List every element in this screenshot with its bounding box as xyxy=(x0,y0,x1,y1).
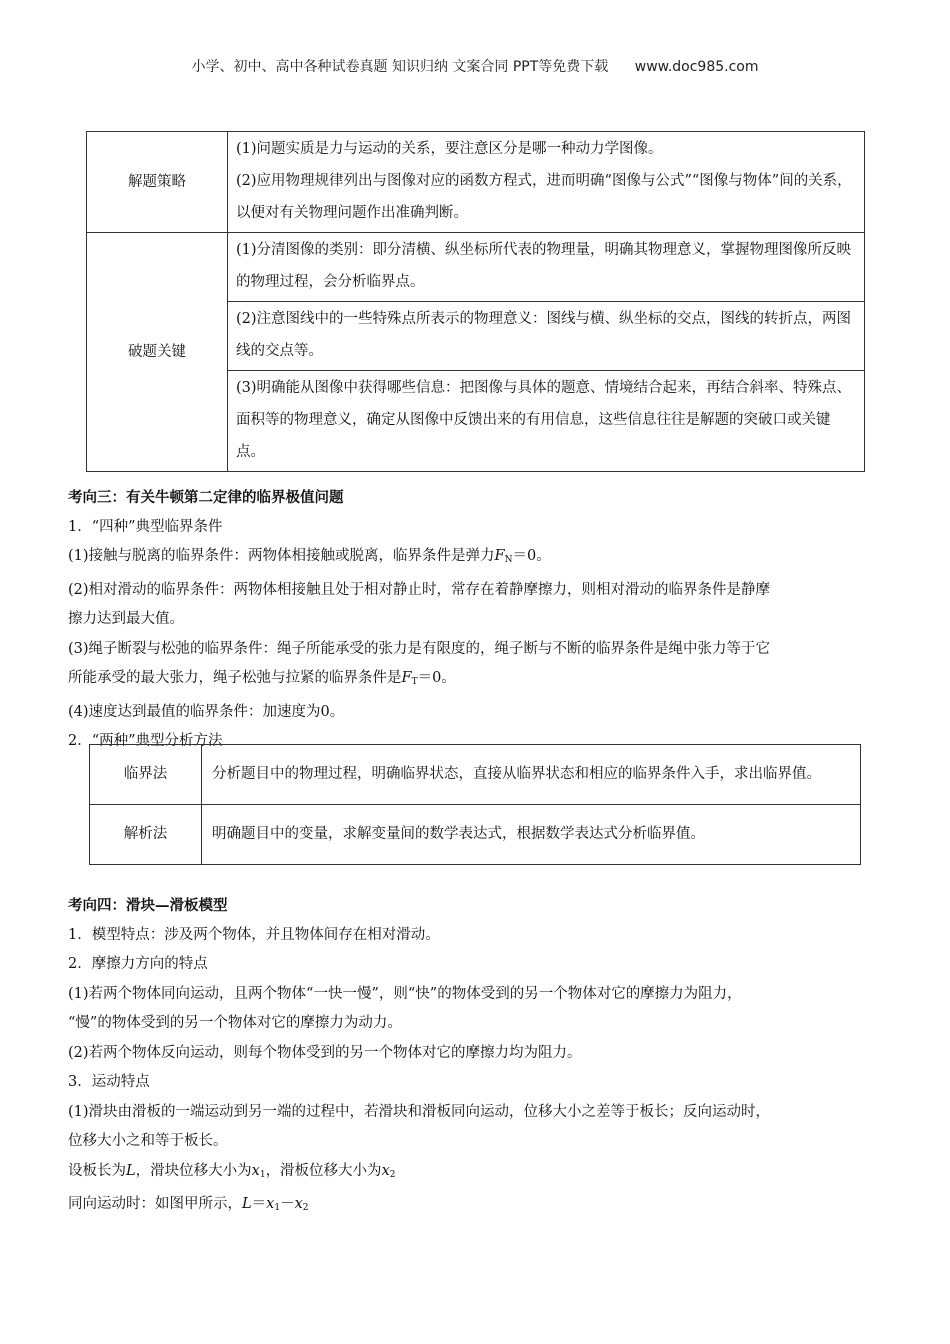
condition-2-line-2: 擦力达到最大值。 xyxy=(68,611,184,627)
same-direction-equation: 同向运动时：如图甲所示，$L=x_1-x_2$ xyxy=(68,1196,309,1213)
section-4 xyxy=(68,891,868,1224)
friction-1-line-1: (1)若两个物体同向运动，且两个物体“一快一慢”，则“快”的物体受到的另一个物体对它的摩擦力为阻力， xyxy=(68,985,742,1002)
motion-1-line-2: 位移大小之和等于板长。 xyxy=(68,1133,228,1149)
condition-1: (1)接触与脱离的临界条件：两物体相接触或脱离，临界条件是弹力$F_N=0$。 xyxy=(68,548,551,565)
method-label-analytic: 解析法 xyxy=(90,805,202,865)
row-label-key: 破题关键 xyxy=(87,233,228,472)
strategy-item-2: (2)应用物理规律列出与图像对应的函数方程式，进而明确“图像与公式”“图像与物体”间的关系，以便对有关物理问题作出准确判断。 xyxy=(236,173,852,221)
table-row xyxy=(90,805,861,865)
friction-2: (2)若两个物体反向运动，则每个物体受到的另一个物体对它的摩擦力均为阻力。 xyxy=(68,1044,582,1061)
motion-heading: 3．运动特点 xyxy=(68,1074,150,1090)
section-4-title: 考向四：滑块—滑板模型 xyxy=(68,897,228,914)
header-url[interactable]: www.doc985.com xyxy=(634,59,759,75)
condition-2-line-1: (2)相对滑动的临界条件：两物体相接触且处于相对静止时，常存在着静摩擦力，则相对滑动的临界条件是静摩 xyxy=(68,581,771,598)
method-text-analytic: 明确题目中的变量，求解变量间的数学表达式，根据数学表达式分析临界值。 xyxy=(202,805,861,865)
header-text: 小学、初中、高中各种试卷真题 知识归纳 文案合同 PPT等免费下载 xyxy=(191,59,609,75)
section-3 xyxy=(68,483,868,757)
friction-heading: 2．摩擦力方向的特点 xyxy=(68,956,208,972)
table-row xyxy=(87,132,865,233)
condition-3-line-2: 所能承受的最大张力，绳子松弛与拉紧的临界条件是$F_T=0$。 xyxy=(68,670,456,687)
table-row xyxy=(87,233,865,302)
key-item-3: (3)明确能从图像中获得哪些信息：把图像与具体的题意、情境结合起来，再结合斜率、特殊点、面积等的物理意义，确定从图像中反馈出来的有用信息，这些信息往往是解题的突破口或关键点。 xyxy=(228,371,865,472)
variable-definition: 设板长为L，滑块位移大小为$x_1$，滑板位移大小为$x_2$ xyxy=(68,1162,396,1180)
condition-3-line-1: (3)绳子断裂与松弛的临界条件：绳子所能承受的张力是有限度的，绳子断与不断的临界条件是绳中张力等于它 xyxy=(68,640,771,657)
row-label-strategy: 解题策略 xyxy=(87,132,228,233)
section-3-subheading-1: 1．“四种”典型临界条件 xyxy=(68,518,223,535)
table-row xyxy=(90,745,861,805)
condition-4: (4)速度达到最值的临界条件：加速度为0。 xyxy=(68,703,345,720)
key-item-1: (1)分清图像的类别：即分清横、纵坐标所代表的物理量，明确其物理意义，掌握物理图像所反映的物理过程，会分析临界点。 xyxy=(228,233,865,302)
table-cell xyxy=(228,132,865,233)
method-text-critical: 分析题目中的物理过程，明确临界状态，直接从临界状态和相应的临界条件入手，求出临界值。 xyxy=(202,745,861,805)
page-header xyxy=(0,56,950,76)
strategy-item-1: (1)问题实质是力与运动的关系，要注意区分是哪一种动力学图像。 xyxy=(236,141,663,157)
strategy-table xyxy=(86,131,865,472)
method-label-critical: 临界法 xyxy=(90,745,202,805)
friction-1-line-2: “慢”的物体受到的另一个物体对它的摩擦力为动力。 xyxy=(68,1015,402,1031)
motion-1-line-1: (1)滑块由滑板的一端运动到另一端的过程中，若滑块和滑板同向运动，位移大小之差等于板长；反向运动时， xyxy=(68,1103,771,1120)
model-features: 1．模型特点：涉及两个物体，并且物体间存在相对滑动。 xyxy=(68,926,440,943)
section-3-subheading-2: 2．“两种”典型分析方法 xyxy=(68,733,223,749)
key-item-2: (2)注意图线中的一些特殊点所表示的物理意义：图线与横、纵坐标的交点，图线的转折点，两图线的交点等。 xyxy=(228,302,865,371)
methods-table xyxy=(89,744,861,865)
section-3-title: 考向三：有关牛顿第二定律的临界极值问题 xyxy=(68,489,344,506)
